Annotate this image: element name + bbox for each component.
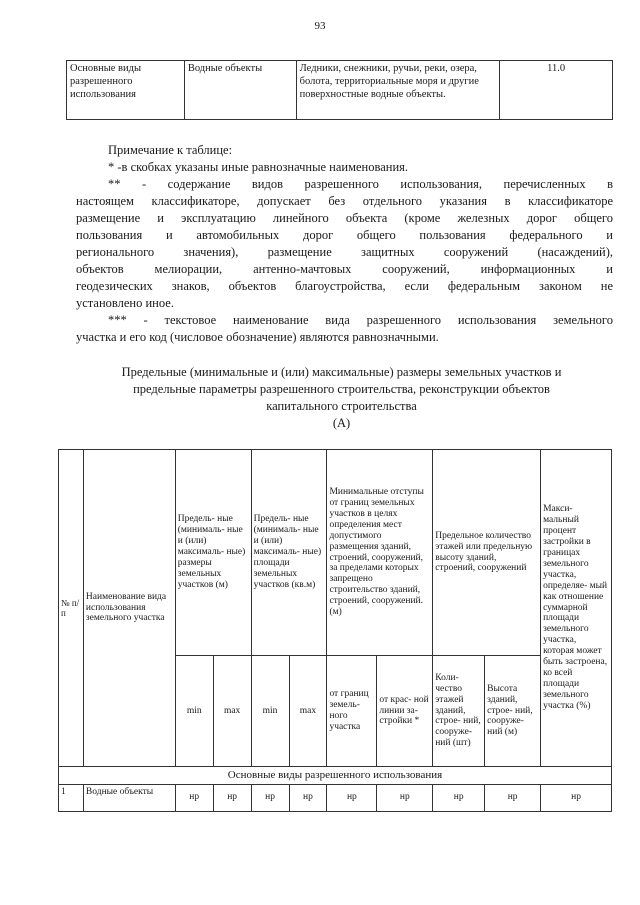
subheader-setback-red-line: от крас- ной линии за- стройки *	[377, 656, 433, 767]
row-value: нр	[175, 784, 213, 811]
header-plot-area: Предель- ные (минималь- ные и (или) максималь- ные) площади земельных участков (кв.м)	[251, 450, 327, 656]
table-header-row	[59, 450, 612, 656]
header-coverage: Макси- мальный процент застройки в границах земельного участка, определяе- мый как отношение суммарной площади земельного участка, которая может быть застроена, ко всей площади земельного участка (%)	[541, 450, 612, 767]
row-value: нр	[289, 784, 327, 811]
subheader-max: max	[213, 656, 251, 767]
row-value: нр	[485, 784, 541, 811]
note-star2-line: установлено иное.	[76, 296, 174, 310]
row-value: нр	[377, 784, 433, 811]
group-label: Основные виды разрешенного использования	[59, 767, 612, 785]
land-use-category: Основные виды разрешенного использования	[67, 61, 185, 120]
params-table	[58, 449, 612, 812]
section-title-line: Предельные (минимальные и (или) максимальные) размеры земельных участков и	[121, 365, 562, 379]
row-value: нр	[213, 784, 251, 811]
land-use-name: Водные объекты	[184, 61, 296, 120]
header-setbacks: Минимальные отступы от границ земельных участков в целях определения мест допустимого размещения зданий, строений, сооружений, за пределами которых запрещено строительство зданий, строений, сооружений. (м)	[327, 450, 433, 656]
subheader-height: Высота зданий, строе- ний, сооруже- ний (м)	[485, 656, 541, 767]
table-row	[59, 784, 612, 811]
row-value: нр	[327, 784, 377, 811]
note-star2-line: пользования и автомобильных дорог общего пользования федерального и	[76, 228, 613, 242]
header-name: Наименование вида использования земельного участка	[83, 450, 175, 767]
land-use-code: 11.0	[500, 61, 613, 120]
table-note	[76, 142, 613, 346]
note-star2-line: размещение и эксплуатацию линейного объекта (кроме железных дорог общего	[76, 211, 613, 225]
group-row	[59, 767, 612, 785]
land-use-description: Ледники, снежники, ручьи, реки, озера, болота, территориальные моря и другие поверхностные водные объекты.	[296, 61, 500, 120]
note-star1: * -в скобках указаны иные равнозначные наименования.	[108, 160, 409, 174]
header-plot-size: Предель- ные (минималь- ные и (или) максималь- ные) размеры земельных участков (м)	[175, 450, 251, 656]
subheader-min: min	[251, 656, 289, 767]
row-num: 1	[59, 784, 84, 811]
note-star3-line: *** - текстовое наименование вида разрешенного использования земельного	[108, 313, 613, 327]
subheader-min: min	[175, 656, 213, 767]
row-name: Водные объекты	[83, 784, 175, 811]
section-title	[70, 364, 613, 432]
row-value: нр	[541, 784, 612, 811]
subheader-floor-count: Коли- чество этажей зданий, строе- ний, сооруже- ний (шт)	[433, 656, 485, 767]
note-star2-line: ** - содержание видов разрешенного использования, перечисленных в	[108, 177, 613, 191]
page-number: 93	[314, 20, 326, 32]
row-value: нр	[251, 784, 289, 811]
section-title-line: капитального строительства	[266, 399, 417, 413]
note-star2-line: объектов мелиорации, антенно-мачтовых сооружений, информационных и	[76, 262, 613, 276]
section-title-line: предельные параметры разрешенного строительства, реконструкции объектов	[133, 382, 550, 396]
note-title: Примечание к таблице:	[108, 143, 233, 157]
note-star2-line: настоящем классификаторе, допускает без отдельного указания в классификаторе	[76, 194, 613, 208]
row-value: нр	[433, 784, 485, 811]
subheader-max: max	[289, 656, 327, 767]
land-use-row-table	[66, 60, 613, 120]
subheader-setback-plot: от границ земель- ного участка	[327, 656, 377, 767]
header-num: № п/ п	[59, 450, 84, 767]
table-row	[67, 61, 613, 120]
section-marker: (А)	[332, 416, 351, 430]
note-star3-line: участка и его код (числовое обозначение) являются равнозначными.	[76, 330, 439, 344]
note-star2-line: регионального значения), размещение защитных сооружений (насаждений),	[76, 245, 613, 259]
header-floors: Предельное количество этажей или предельную высоту зданий, строений, сооружений	[433, 450, 541, 656]
note-star2-line: геодезических знаков, объектов благоустройства, если федеральным законом не	[76, 279, 613, 293]
